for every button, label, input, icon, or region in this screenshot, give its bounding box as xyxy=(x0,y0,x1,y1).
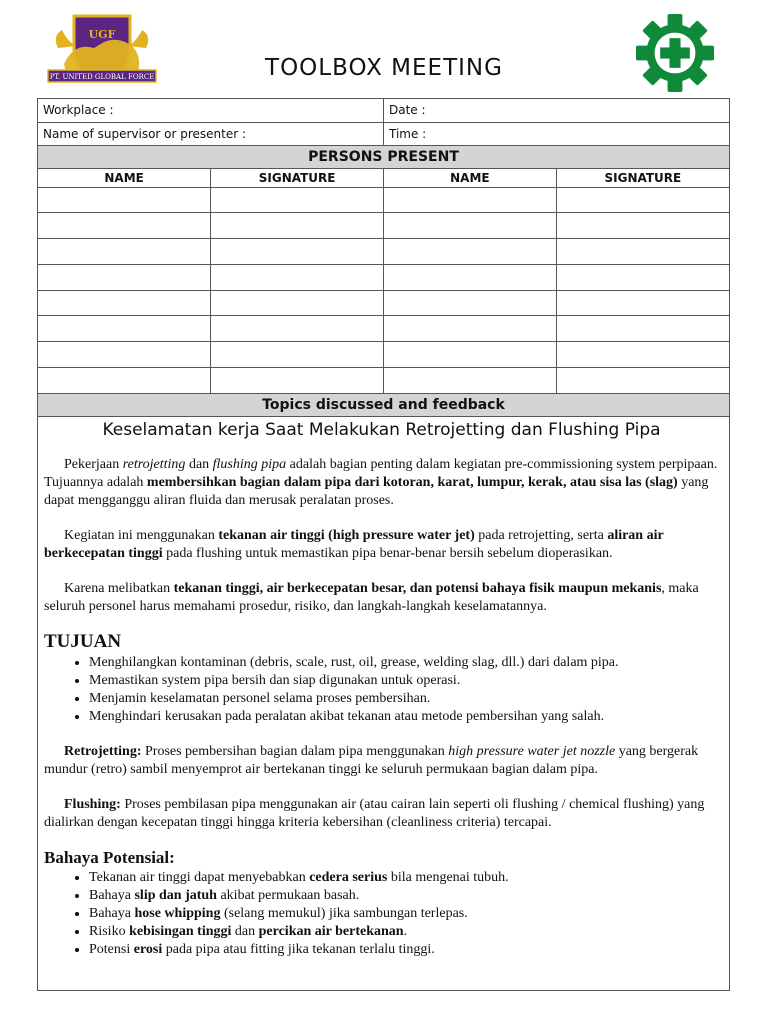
signature-cell[interactable] xyxy=(211,368,384,394)
name-cell[interactable] xyxy=(384,342,557,368)
text-run: Risiko xyxy=(89,923,130,939)
topics-heading: Topics discussed and feedback xyxy=(38,393,729,416)
text-run: retrojetting xyxy=(122,456,186,472)
text-run: slip dan jatuh xyxy=(134,887,217,903)
name-cell[interactable] xyxy=(38,264,211,290)
column-header-signature: SIGNATURE xyxy=(211,168,384,187)
logo-company-name: PT. UNITED GLOBAL FORCE xyxy=(49,73,155,81)
attendance-row xyxy=(38,290,729,316)
list-item xyxy=(89,923,719,941)
text-run: cedera serius xyxy=(309,869,388,885)
attendance-row xyxy=(38,264,729,290)
attendance-row xyxy=(38,239,729,265)
text-run: dan xyxy=(185,456,213,472)
text-run: Proses pembilasan pipa menggunakan air (atau cairan lain seperti oli flushing / chemical flushing) yang dialirkan dengan kecepatan tinggi hingga kriteria kebersihan (cleanliness criteria) tercapai. xyxy=(44,796,705,830)
signature-cell[interactable] xyxy=(556,264,729,290)
page-title: TOOLBOX MEETING xyxy=(265,55,503,81)
signature-cell[interactable] xyxy=(211,264,384,290)
workplace-label: Workplace : xyxy=(43,103,114,118)
list-item xyxy=(89,708,719,726)
signature-cell[interactable] xyxy=(556,368,729,394)
bahaya-heading: Bahaya Potensial: xyxy=(44,847,175,867)
intro-paragraph-2 xyxy=(44,527,719,563)
signature-cell[interactable] xyxy=(556,290,729,316)
text-run: bila mengenai tubuh. xyxy=(387,869,509,885)
tujuan-heading: TUJUAN xyxy=(44,630,122,652)
text-run: kebisingan tinggi xyxy=(129,923,232,939)
text-run: yang bergerak mundur (retro) sambil menyemprot air bertekanan tinggi ke seluruh permukaan bagian dalam pipa. xyxy=(44,743,699,777)
safety-gear-cross-icon xyxy=(628,14,722,92)
signature-cell[interactable] xyxy=(556,342,729,368)
intro-paragraph-1 xyxy=(44,456,719,510)
name-cell[interactable] xyxy=(384,187,557,213)
date-field[interactable] xyxy=(384,99,730,122)
text-run: Tekanan air tinggi dapat menyebabkan xyxy=(89,869,310,885)
name-cell[interactable] xyxy=(38,187,211,213)
text-run: Menghindari kerusakan pada peralatan akibat tekanan atau metode pembersihan yang salah. xyxy=(89,708,605,724)
name-cell[interactable] xyxy=(384,316,557,342)
name-cell[interactable] xyxy=(38,290,211,316)
name-cell[interactable] xyxy=(38,213,211,239)
date-label: Date : xyxy=(389,103,426,118)
signature-cell[interactable] xyxy=(211,316,384,342)
text-run: Proses pembersihan bagian dalam pipa menggunakan xyxy=(141,743,449,759)
signature-cell[interactable] xyxy=(556,187,729,213)
text-run: membersihkan bagian dalam pipa dari kotoran, karat, lumpur, kerak, atau sisa las (slag) xyxy=(146,474,678,490)
topic-subject: Keselamatan kerja Saat Melakukan Retrojetting dan Flushing Pipa xyxy=(102,419,661,440)
name-cell[interactable] xyxy=(38,368,211,394)
text-run: Pekerjaan xyxy=(64,456,123,472)
text-run: aliran air berkecepatan tinggi xyxy=(44,527,664,561)
form-frame xyxy=(37,98,730,991)
column-header-name: NAME xyxy=(38,168,211,187)
text-run: Menjamin keselamatan personel selama proses pembersihan. xyxy=(89,690,431,706)
signature-cell[interactable] xyxy=(211,187,384,213)
text-run: pada pipa atau fitting jika tekanan terlalu tinggi. xyxy=(162,941,435,957)
tujuan-list xyxy=(44,654,719,726)
flushing-definition xyxy=(44,796,719,832)
text-run: tekanan tinggi, air berkecepatan besar, dan potensi bahaya fisik maupun mekanis xyxy=(173,580,662,596)
text-run: pada retrojetting, serta xyxy=(474,527,608,543)
text-run: , maka seluruh personel harus memahami prosedur, risiko, dan langkah-langkah keselamatannya. xyxy=(44,580,699,614)
signature-cell[interactable] xyxy=(211,342,384,368)
text-run: Karena melibatkan xyxy=(64,580,174,596)
retrojetting-definition xyxy=(44,743,719,779)
workplace-field[interactable] xyxy=(38,99,384,122)
text-run: percikan air bertekanan xyxy=(258,923,404,939)
persons-present-heading: PERSONS PRESENT xyxy=(38,145,729,168)
text-run: Flushing: xyxy=(64,796,121,812)
text-run: pada flushing untuk memastikan pipa benar-benar bersih sebelum dioperasikan. xyxy=(162,545,613,561)
signature-cell[interactable] xyxy=(211,290,384,316)
list-item xyxy=(89,690,719,708)
form-table xyxy=(38,99,729,417)
text-run: Retrojetting: xyxy=(64,743,142,759)
list-item xyxy=(89,887,719,905)
attendance-row xyxy=(38,187,729,213)
text-run: erosi xyxy=(133,941,163,957)
time-field[interactable] xyxy=(384,122,730,145)
text-run: Memastikan system pipa bersih dan siap digunakan untuk operasi. xyxy=(89,672,461,688)
bahaya-list xyxy=(44,869,719,959)
text-run: adalah bagian penting dalam kegiatan pre-commissioning system perpipaan. Tujuannya adalah xyxy=(44,456,718,490)
signature-cell[interactable] xyxy=(556,239,729,265)
supervisor-label: Name of supervisor or presenter : xyxy=(43,126,247,141)
name-cell[interactable] xyxy=(384,239,557,265)
signature-cell[interactable] xyxy=(556,213,729,239)
list-item xyxy=(89,905,719,923)
signature-cell[interactable] xyxy=(556,316,729,342)
text-run: high pressure water jet nozzle xyxy=(448,743,616,759)
name-cell[interactable] xyxy=(384,290,557,316)
text-run: hose whipping xyxy=(134,905,221,921)
supervisor-field[interactable] xyxy=(38,122,384,145)
text-run: Bahaya xyxy=(89,905,135,921)
attendance-row xyxy=(38,342,729,368)
text-run: (selang memukul) jika sambungan terlepas. xyxy=(220,905,468,921)
text-run: Bahaya xyxy=(89,887,135,903)
text-run: tekanan air tinggi (high pressure water jet) xyxy=(218,527,475,543)
name-cell[interactable] xyxy=(384,213,557,239)
column-header-signature: SIGNATURE xyxy=(556,168,729,187)
time-label: Time : xyxy=(389,126,427,141)
signature-cell[interactable] xyxy=(211,213,384,239)
name-cell[interactable] xyxy=(38,316,211,342)
attendance-row xyxy=(38,368,729,394)
text-run: . xyxy=(403,923,408,939)
column-header-name: NAME xyxy=(384,168,557,187)
name-cell[interactable] xyxy=(38,239,211,265)
text-run: Kegiatan ini menggunakan xyxy=(64,527,219,543)
text-run: akibat permukaan basah. xyxy=(216,887,360,903)
text-run: dan xyxy=(231,923,259,939)
logo-shield-text: UGF xyxy=(88,28,116,41)
name-cell[interactable] xyxy=(384,264,557,290)
list-item xyxy=(89,672,719,690)
attendance-rows xyxy=(38,187,729,393)
text-run: yang dapat mengganggu aliran fluida dan merusak peralatan proses. xyxy=(44,474,709,508)
text-run: flushing pipa xyxy=(212,456,287,472)
attendance-row xyxy=(38,213,729,239)
text-run: Menghilangkan kontaminan (debris, scale, rust, oil, grease, welding slag, dll.) dari dalam pipa. xyxy=(89,654,619,670)
attendance-row xyxy=(38,316,729,342)
list-item xyxy=(89,869,719,887)
list-item xyxy=(89,654,719,672)
name-cell[interactable] xyxy=(384,368,557,394)
text-run: Potensi xyxy=(89,941,134,957)
list-item xyxy=(89,941,719,959)
topic-content xyxy=(38,421,729,959)
signature-cell[interactable] xyxy=(211,239,384,265)
name-cell[interactable] xyxy=(38,342,211,368)
intro-paragraph-3 xyxy=(44,580,719,616)
